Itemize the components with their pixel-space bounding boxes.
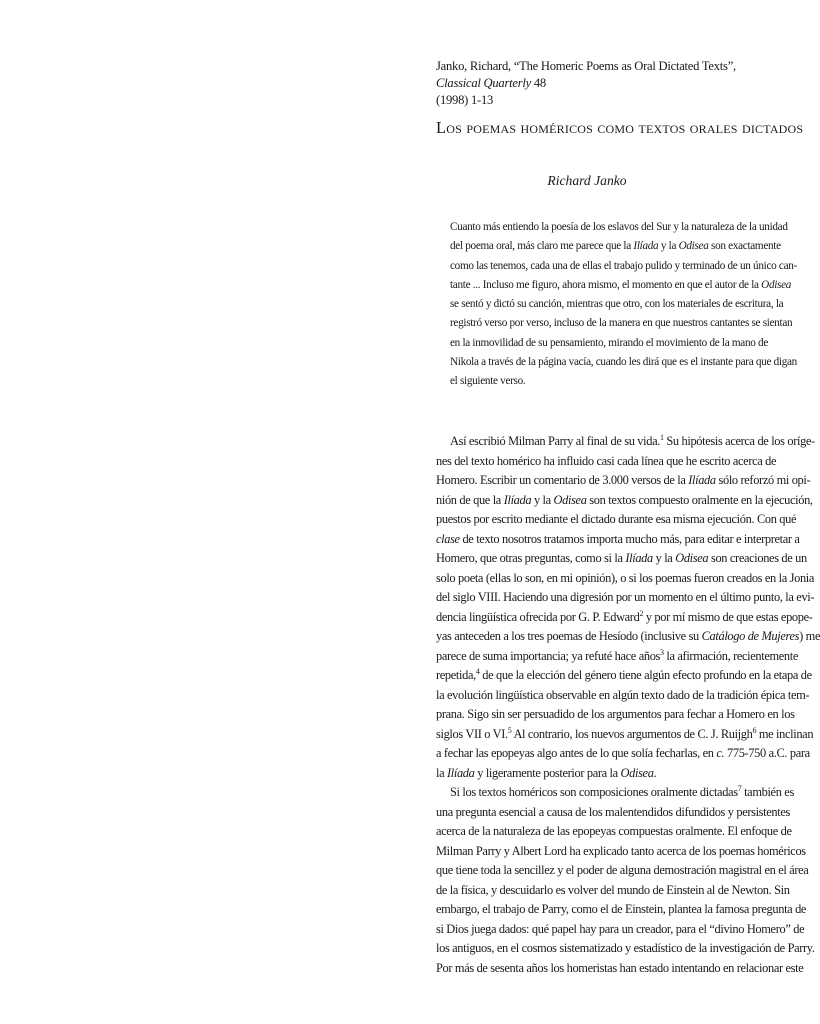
text-line: siglos VII o VI.$^5$ Al contrario, los nuevos argumentos de C. J. Ruijgh$^6$ me inclinan xyxy=(436,725,814,741)
title-rest: os poemas homéricos como textos orales dictados xyxy=(446,118,804,137)
footnote-ref: 2 xyxy=(639,608,644,618)
text-line: nión de que la Ilíada y la Odisea son textos compuesto oralmente en la ejecución, xyxy=(436,492,813,507)
text-line: prana. Sigo sin ser persuadido de los argumentos para fechar a Homero en los xyxy=(436,707,795,721)
body-text xyxy=(436,432,820,978)
text-line: Milman Parry y Albert Lord ha explicado tanto acerca de los poemas homéricos xyxy=(436,843,806,858)
text-line: puestos por escrito mediante el dictado durante esa misma ejecución. Con qué xyxy=(436,512,797,526)
text-line: Así escribió Milman Parry al final de su vida.$^1$ Su hipótesis acerca de los oríge- xyxy=(450,433,815,448)
text-line: clase de texto nosotros tratamos importa mucho más, para editar e interpretar a xyxy=(436,531,800,546)
text-line: nes del texto homérico ha influido casi cada línea que he escrito acerca de xyxy=(436,453,777,468)
text-line: solo poeta (ellas lo son, en mi opinión), o si los poemas fueron creados en la Jonia xyxy=(436,570,815,585)
paragraph xyxy=(436,432,820,783)
citation-article-title: “The Homeric Poems as Oral Dictated Texts”, xyxy=(513,59,736,73)
text-line: yas anteceden a los tres poemas de Hesíodo (inclusive su Catálogo de Mujeres) me xyxy=(436,629,820,643)
footnote-ref: 4 xyxy=(475,667,480,676)
text-line: del siglo VIII. Haciendo una digresión por un momento en el último punto, la evi- xyxy=(436,590,815,604)
citation-year-pages: (1998) 1-13 xyxy=(436,93,494,107)
text-line: Homero. Escribir un comentario de 3.000 versos de la Ilíada sólo reforzó mi opi- xyxy=(436,473,811,487)
epigraph-line: registró verso por verso, incluso de la manera en que nuestros cantantes se sientan xyxy=(450,317,793,330)
text-line: una pregunta esencial a causa de los malentendidos difundidos y persistentes xyxy=(436,804,790,819)
bibliographic-citation xyxy=(436,58,736,109)
text-line: que tiene toda la sencillez y el poder de alguna demostración magistral en el área xyxy=(436,863,809,877)
epigraph-line: Cuanto más entiendo la poesía de los eslavos del Sur y la naturaleza de la unidad xyxy=(450,221,788,233)
paragraph xyxy=(436,783,815,978)
text-line: la evolución lingüística observable en algún texto dado de la tradición épica tem- xyxy=(436,687,810,702)
citation-volume: 48 xyxy=(530,76,546,90)
text-line: a fechar las epopeyas algo antes de lo que solía fecharlas, en c. 775-750 a.C. para xyxy=(436,746,810,760)
epigraph-line: se sentó y dictó su canción, mientras que otro, con los materiales de escritura, la xyxy=(450,298,784,311)
text-line: la Ilíada y ligeramente posterior para la Odisea. xyxy=(436,765,657,780)
text-line: los antiguos, en el cosmos sistematizado y estadístico de la investigación de Parry. xyxy=(436,941,815,955)
epigraph-line: Nikola a través de la página vacía, cuando les dirá que es el instante para que digan xyxy=(450,356,797,369)
text-line: Si los textos homéricos son composiciones oralmente dictadas$^7$ también es xyxy=(450,784,794,799)
text-line: dencia lingüística ofrecida por G. P. Edward$^2$ y por mí mismo de que estas epope- xyxy=(436,608,813,624)
text-line: de la física, y descuidarlo es volver del mundo de Einstein al de Newton. Sin xyxy=(436,882,790,897)
epigraph-line: en la inmovilidad de su pensamiento, mirando el movimiento de la mano de xyxy=(450,336,768,349)
text-line: Por más de sesenta años los homeristas han estado intentando en relacionar este xyxy=(436,960,804,975)
text-line: Homero, que otras preguntas, como si la Ilíada y la Odisea son creaciones de un xyxy=(436,551,807,565)
citation-journal: Classical Quarterly xyxy=(436,76,531,90)
epigraph-line: el siguiente verso. xyxy=(450,375,526,388)
article-author: Richard Janko xyxy=(547,173,627,188)
text-line: repetida,$^4$ de que la elección del género tiene algún efecto profundo en la etapa de xyxy=(436,667,812,682)
text-line: embargo, el trabajo de Parry, como el de Einstein, plantea la famosa pregunta de xyxy=(436,902,807,916)
footnote-ref: 1 xyxy=(659,433,664,442)
footnote-ref: 7 xyxy=(737,784,742,793)
epigraph-line: tante ... Incluso me figuro, ahora mismo, el momento en que el autor de la Odisea xyxy=(450,278,792,291)
footnote-ref: 5 xyxy=(507,725,512,735)
text-line: acerca de la naturaleza de las epopeyas compuestas oralmente. El enfoque de xyxy=(436,824,792,838)
article-title xyxy=(436,118,804,138)
citation-author: Janko, Richard, xyxy=(436,59,514,73)
footnote-ref: 3 xyxy=(660,647,664,657)
title-initial: L xyxy=(436,118,447,137)
text-line: parece de suma importancia; ya refuté hace años$^3$ la afirmación, recientemente xyxy=(436,647,798,663)
text-line: si Dios juega dados: qué papel hay para un creador, para el “divino Homero” de xyxy=(436,921,805,936)
epigraph-quote xyxy=(450,218,797,392)
epigraph-line: del poema oral, más claro me parece que la Ilíada y la Odisea son exactamente xyxy=(450,240,781,253)
epigraph-line: como las tenemos, cada una de ellas el trabajo pulido y terminado de un único can- xyxy=(450,259,797,272)
footnote-ref: 6 xyxy=(752,725,757,735)
